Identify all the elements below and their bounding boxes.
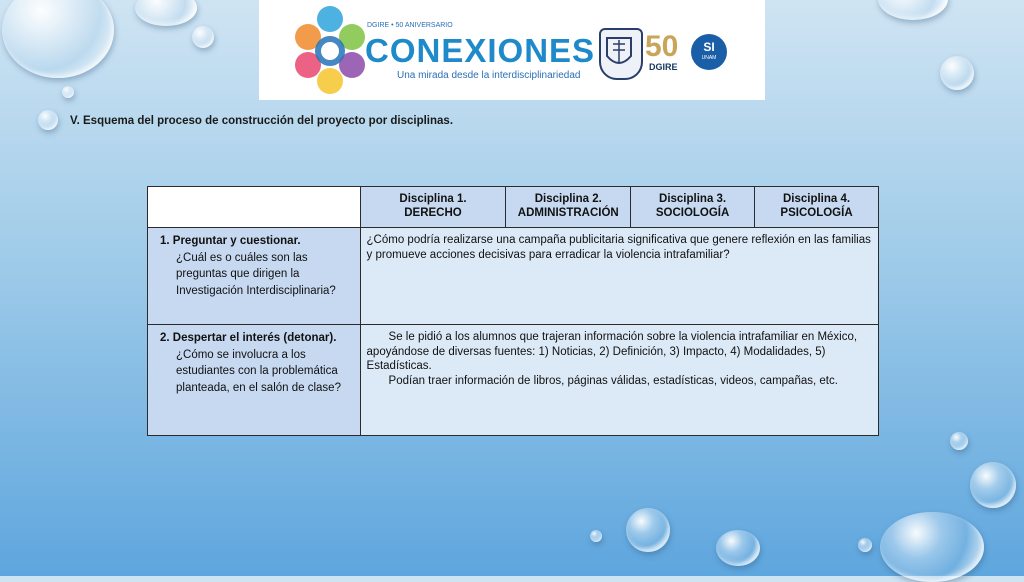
row-content-text: ¿Cómo podría realizarse una campaña publicitaria significativa que genere reflexión en las familias y promueve acciones decisivas para erradicar la violencia intrafamiliar?: [366, 234, 871, 261]
water-drop-decoration: [135, 0, 197, 26]
column-header-line2: PSICOLOGÍA: [780, 207, 853, 219]
column-header: [631, 187, 755, 228]
discipline-scheme-table: [147, 186, 879, 436]
unam-seal-icon: [599, 28, 643, 80]
water-drop-decoration: [38, 110, 58, 130]
water-drop-decoration: [940, 56, 974, 90]
dgire-50-text: DGIRE: [649, 62, 678, 72]
unam-crest-icon: [601, 30, 637, 74]
water-drop-decoration: [626, 508, 670, 552]
row-title: 1. Preguntar y cuestionar.: [160, 235, 301, 247]
water-drop-decoration: [192, 26, 214, 48]
si-unam-logo: [691, 34, 727, 70]
water-drop-decoration: [590, 530, 602, 542]
si-logo-sub: UNAM: [701, 55, 717, 61]
row-label-cell: [148, 228, 361, 325]
column-header-line2: SOCIOLOGÍA: [655, 207, 730, 219]
brand-tagline: Una mirada desde la interdisciplinariedad: [397, 70, 581, 81]
column-header-line1: Disciplina 3.: [659, 193, 727, 205]
column-header-line1: Disciplina 2.: [534, 193, 602, 205]
water-drop-decoration: [970, 462, 1016, 508]
column-header-line1: Disciplina 1.: [399, 193, 467, 205]
dgire-50-number: 50: [645, 30, 679, 63]
water-drop-decoration: [950, 432, 968, 450]
column-header: [360, 187, 506, 228]
row-content-cell: [360, 325, 878, 436]
water-drop-decoration: [878, 0, 948, 20]
dgire-50-logo: [645, 28, 689, 76]
brand-wordmark: CONEXIONES: [365, 32, 596, 69]
water-drop-decoration: [858, 538, 872, 552]
table-row: [148, 325, 879, 436]
column-header-line2: ADMINISTRACIÓN: [517, 207, 619, 219]
header-blank-cell: [148, 187, 361, 228]
brand-anniversary-text: DGIRE • 50 ANIVERSARIO: [367, 22, 453, 29]
row-content-text: Podían traer información de libros, páginas válidas, estadísticas, videos, campañas, etc.: [388, 374, 838, 387]
si-logo-text: SI: [703, 40, 715, 54]
row-title: 2. Despertar el interés (detonar).: [160, 332, 337, 344]
column-header-line1: Disciplina 4.: [782, 193, 851, 205]
row-content-cell: [360, 228, 878, 325]
water-drop-decoration: [2, 0, 114, 78]
column-header-line2: DERECHO: [404, 207, 462, 219]
header-banner: [259, 0, 765, 100]
table-header-row: [148, 187, 879, 228]
water-drop-decoration: [716, 530, 760, 566]
conexiones-logo-icon: [295, 6, 365, 96]
water-drop-decoration: [62, 86, 74, 98]
row-question: ¿Cómo se involucra a los estudiantes con la problemática planteada, en el salón de clase?: [176, 348, 341, 394]
table-row: [148, 228, 879, 325]
column-header: [506, 187, 631, 228]
row-question: ¿Cuál es o cuáles son las preguntas que dirigen la Investigación Interdisciplinaria?: [176, 251, 336, 297]
row-label-cell: [148, 325, 361, 436]
column-header: [755, 187, 879, 228]
row-content-text: Se le pidió a los alumnos que trajeran información sobre la violencia intrafamiliar en México, apoyándose de diversas fuentes: 1) Noticias, 2) Definición, 3) Impacto, 4) Modalidades, 5) Estadísticas.: [366, 331, 858, 372]
section-heading: V. Esquema del proceso de construcción del proyecto por disciplinas.: [70, 115, 454, 127]
water-drop-decoration: [880, 512, 984, 582]
